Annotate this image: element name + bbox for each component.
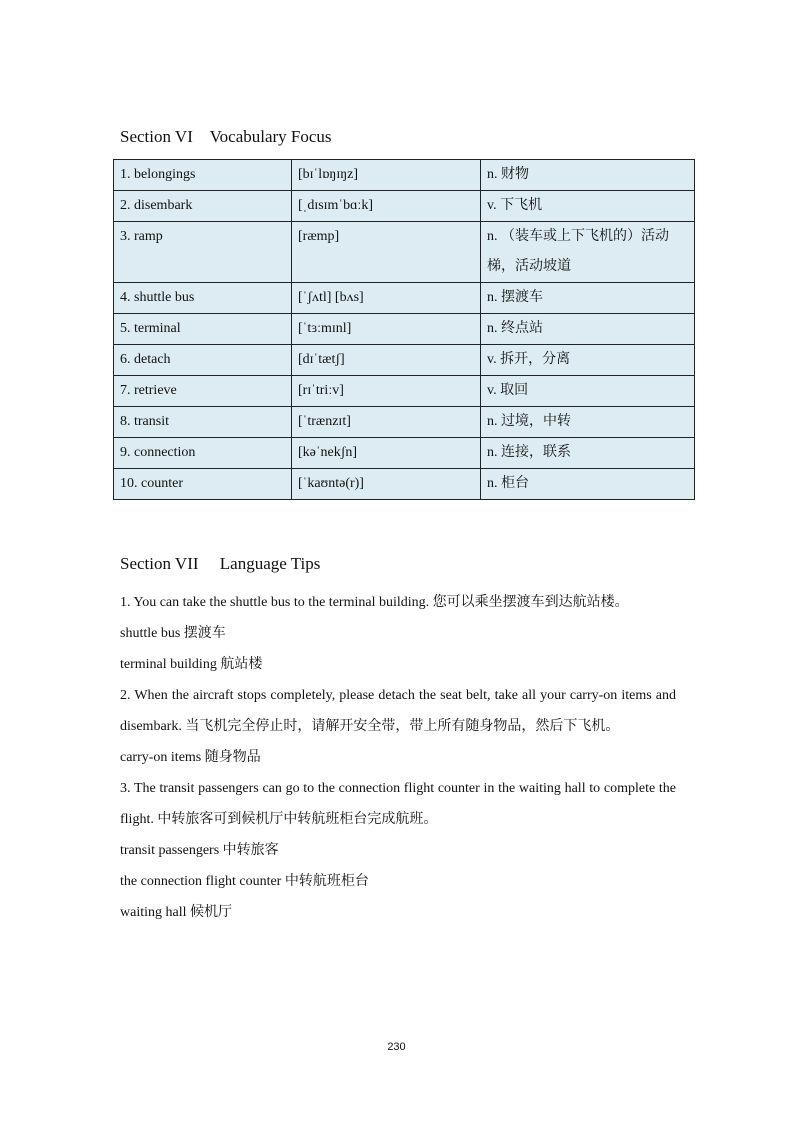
vocab-word: 9. connection <box>114 438 292 469</box>
tip-sentence: 2. When the aircraft stops completely, please detach the seat belt, take all your carry-on items and disembark. 当飞机完全停止时，请解开安全带，带上所有随身物品，然后下飞机。 <box>120 688 676 734</box>
tip-phrase: waiting hall 候机厅 <box>120 905 232 920</box>
vocab-meaning: v. 取回 <box>481 376 695 407</box>
tip-phrase: terminal building 航站楼 <box>120 657 263 672</box>
table-row <box>114 438 695 469</box>
table-row <box>114 469 695 500</box>
vocab-meaning: n. 终点站 <box>481 314 695 345</box>
tip-phrase: the connection flight counter 中转航班柜台 <box>120 874 369 889</box>
table-row <box>114 283 695 314</box>
vocab-meaning: n. 摆渡车 <box>481 283 695 314</box>
vocab-phonetic: [ræmp] <box>292 222 481 283</box>
vocab-meaning: n. 财物 <box>481 160 695 191</box>
vocab-meaning: v. 下飞机 <box>481 191 695 222</box>
vocabulary-table <box>113 159 695 500</box>
tip-phrase: carry-on items 随身物品 <box>120 750 261 765</box>
table-row <box>114 407 695 438</box>
vocab-word: 2. disembark <box>114 191 292 222</box>
vocab-word: 3. ramp <box>114 222 292 283</box>
vocab-word: 1. belongings <box>114 160 292 191</box>
table-row <box>114 376 695 407</box>
section-vii-title: Section VII Language Tips <box>120 554 321 573</box>
vocab-phonetic: [rɪˈtriːv] <box>292 376 481 407</box>
vocab-phonetic: [ˈʃʌtl] [bʌs] <box>292 283 481 314</box>
page-number: 230 <box>387 1041 406 1053</box>
vocab-meaning: n. 过境，中转 <box>481 407 695 438</box>
vocab-phonetic: [bɪˈlɒŋɪŋz] <box>292 160 481 191</box>
vocab-word: 8. transit <box>114 407 292 438</box>
table-row <box>114 345 695 376</box>
tip-sentence: 3. The transit passengers can go to the connection flight counter in the waiting hall to complete the flight. 中转旅客可到候机厅中转航班柜台完成航班。 <box>120 781 676 827</box>
tip-phrase: transit passengers 中转旅客 <box>120 843 279 858</box>
vocab-word: 10. counter <box>114 469 292 500</box>
language-tips <box>120 587 676 928</box>
vocab-phonetic: [kəˈnekʃn] <box>292 438 481 469</box>
section-vi-title: Section VI Vocabulary Focus <box>120 127 332 146</box>
vocab-meaning: n. 连接，联系 <box>481 438 695 469</box>
vocab-word: 7. retrieve <box>114 376 292 407</box>
tip-phrase: shuttle bus 摆渡车 <box>120 626 226 641</box>
table-row <box>114 222 695 283</box>
table-row <box>114 191 695 222</box>
vocab-phonetic: [ˈtɜːmɪnl] <box>292 314 481 345</box>
vocab-word: 4. shuttle bus <box>114 283 292 314</box>
vocab-phonetic: [ˈtrænzɪt] <box>292 407 481 438</box>
vocab-phonetic: [ˈkaʊntə(r)] <box>292 469 481 500</box>
table-row <box>114 160 695 191</box>
vocab-meaning: n. （装车或上下飞机的）活动梯，活动坡道 <box>481 222 695 283</box>
tip-sentence: 1. You can take the shuttle bus to the terminal building. 您可以乘坐摆渡车到达航站楼。 <box>120 595 629 610</box>
table-row <box>114 314 695 345</box>
vocab-phonetic: [dɪˈtætʃ] <box>292 345 481 376</box>
vocab-meaning: n. 柜台 <box>481 469 695 500</box>
vocab-meaning: v. 拆开，分离 <box>481 345 695 376</box>
vocab-word: 5. terminal <box>114 314 292 345</box>
vocab-phonetic: [ˌdɪsɪmˈbɑːk] <box>292 191 481 222</box>
vocab-word: 6. detach <box>114 345 292 376</box>
